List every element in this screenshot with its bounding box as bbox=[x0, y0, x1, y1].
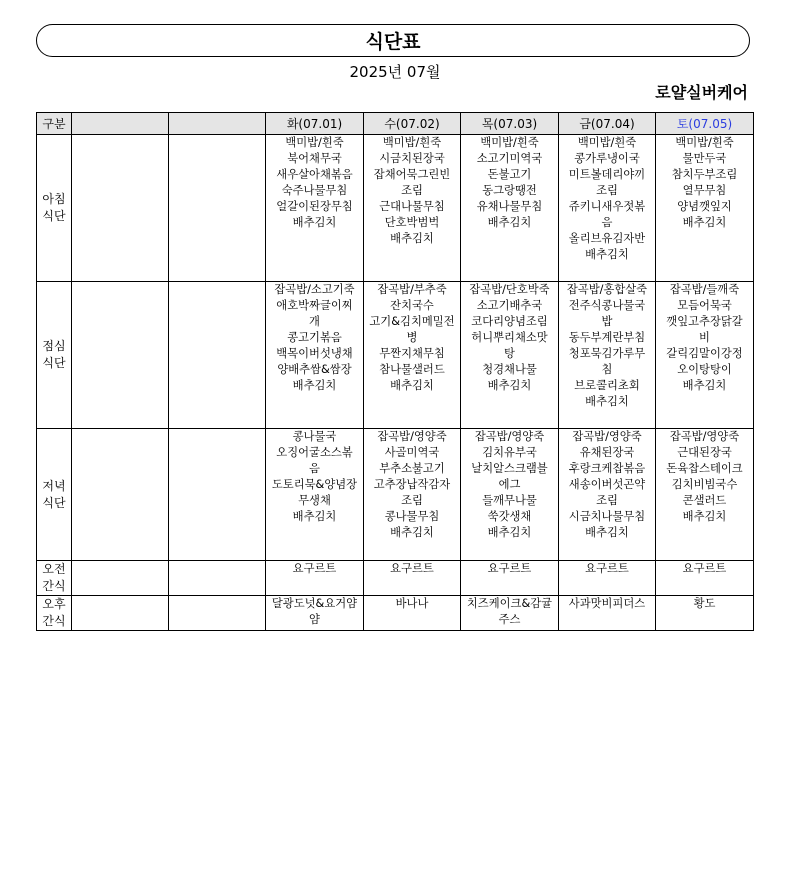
dish-item: 조림 bbox=[401, 184, 423, 197]
dish-item: 배추김치 bbox=[292, 379, 337, 392]
dish-item: 조림 bbox=[596, 494, 618, 507]
menu-cell bbox=[559, 429, 656, 561]
dish-item: 배추김치 bbox=[292, 216, 337, 229]
dish-item: 요구르트 bbox=[487, 562, 532, 575]
day-header: 목(07.03) bbox=[461, 113, 559, 135]
dish-item: 요구르트 bbox=[585, 562, 629, 575]
day-header: 수(07.02) bbox=[364, 113, 461, 135]
breakfast-row bbox=[37, 135, 754, 282]
dish-item: 비 bbox=[699, 331, 710, 344]
dish-item: 애호박짜글이찌 bbox=[276, 299, 353, 312]
dish-item: 동두부계란부침 bbox=[568, 331, 646, 344]
dish-item: 잡곡밥/소고기죽 bbox=[274, 283, 355, 296]
dish-item: 잡곡밥/영양죽 bbox=[377, 430, 447, 443]
menu-cell bbox=[656, 561, 754, 596]
empty-cell bbox=[169, 282, 266, 429]
dish-item: 배추김치 bbox=[585, 395, 629, 408]
menu-cell bbox=[559, 561, 656, 596]
row-label: 점심 식단 bbox=[37, 282, 72, 429]
dish-item: 배추김치 bbox=[292, 510, 337, 523]
dish-item: 배추김치 bbox=[487, 216, 532, 229]
menu-cell bbox=[364, 561, 461, 596]
dish-item: 음 bbox=[601, 216, 613, 229]
dish-item: 달광도넛&요거얌 bbox=[271, 597, 358, 610]
row-label: 오후 간식 bbox=[37, 596, 72, 631]
menu-cell bbox=[461, 429, 559, 561]
dish-item: 개 bbox=[309, 315, 320, 328]
dish-item: 브로콜리초회 bbox=[574, 379, 640, 392]
day-header: 금(07.04) bbox=[559, 113, 656, 135]
dish-item: 소고기미역국 bbox=[476, 152, 543, 165]
empty-cell bbox=[169, 596, 266, 631]
dish-item: 사과맛비피더스 bbox=[568, 597, 646, 610]
empty-cell bbox=[72, 429, 169, 561]
dish-item: 음 bbox=[309, 462, 320, 475]
menu-cell bbox=[656, 596, 754, 631]
dish-item: 유채나물무침 bbox=[476, 200, 543, 213]
dish-item: 치즈케이크&감귤 bbox=[466, 597, 553, 610]
row-label: 저녁 식단 bbox=[37, 429, 72, 561]
dish-item: 참치두부조림 bbox=[671, 168, 738, 181]
dish-item: 탕 bbox=[504, 347, 515, 360]
pm-snack-row bbox=[37, 596, 754, 631]
empty-cell bbox=[169, 561, 266, 596]
dish-item: 북어채무국 bbox=[287, 152, 342, 165]
menu-cell bbox=[266, 429, 364, 561]
menu-cell bbox=[364, 282, 461, 429]
dish-item: 잡곡밥/부추죽 bbox=[377, 283, 447, 296]
dish-item: 고추장납작감자 bbox=[373, 478, 451, 491]
dish-item: 청포묵김가루무 bbox=[568, 347, 646, 360]
dish-item: 모듬어묵국 bbox=[677, 299, 732, 312]
dish-item: 후랑크케찹볶음 bbox=[568, 462, 646, 475]
dish-item: 김치유부국 bbox=[482, 446, 537, 459]
menu-cell bbox=[266, 561, 364, 596]
blank-header bbox=[72, 113, 169, 135]
dish-item: 조림 bbox=[401, 494, 423, 507]
dish-item: 잡곡밥/들깨죽 bbox=[669, 283, 740, 296]
dish-item: 코다리양념조림 bbox=[471, 315, 548, 328]
dish-item: 주스 bbox=[498, 613, 521, 626]
dish-item: 배추김치 bbox=[682, 216, 727, 229]
dish-item: 백미밥/흰죽 bbox=[577, 136, 637, 149]
menu-cell bbox=[461, 135, 559, 282]
dish-item: 단호박범벅 bbox=[384, 216, 440, 229]
empty-cell bbox=[72, 135, 169, 282]
dish-item: 부추소불고기 bbox=[379, 462, 445, 475]
dish-item: 백미밥/흰죽 bbox=[675, 136, 734, 149]
empty-cell bbox=[72, 561, 169, 596]
day-header: 화(07.01) bbox=[266, 113, 364, 135]
dish-item: 올리브유김자반 bbox=[568, 232, 646, 245]
empty-cell bbox=[169, 429, 266, 561]
row-label: 오전 간식 bbox=[37, 561, 72, 596]
dish-item: 배추김치 bbox=[585, 248, 629, 261]
dish-item: 배추김치 bbox=[390, 232, 434, 245]
menu-cell bbox=[461, 282, 559, 429]
row-label: 아침 식단 bbox=[37, 135, 72, 282]
dish-item: 근대나물무침 bbox=[379, 200, 445, 213]
dish-item: 요구르트 bbox=[292, 562, 337, 575]
dish-item: 새우살아채볶음 bbox=[276, 168, 353, 181]
day-header-saturday: 토(07.05) bbox=[656, 113, 754, 135]
dish-item: 사골미역국 bbox=[384, 446, 440, 459]
dish-item: 얌 bbox=[309, 613, 320, 626]
menu-cell bbox=[461, 596, 559, 631]
dish-item: 백목이버섯냉채 bbox=[276, 347, 353, 360]
dish-item: 시금치된장국 bbox=[379, 152, 445, 165]
menu-cell bbox=[266, 596, 364, 631]
menu-cell bbox=[559, 596, 656, 631]
month-subtitle: 2025년 07월 bbox=[349, 63, 441, 81]
menu-cell bbox=[364, 596, 461, 631]
dish-item: 돈육찹스테이크 bbox=[666, 462, 743, 475]
dish-item: 무생채 bbox=[298, 494, 331, 507]
dish-item: 돈불고기 bbox=[487, 168, 532, 181]
organization-name: 로얄실버케어 bbox=[655, 83, 748, 102]
dish-item: 들깨무나물 bbox=[482, 494, 537, 507]
dish-item: 미트볼데리야끼 bbox=[568, 168, 646, 181]
dish-item: 무짠지채무침 bbox=[379, 347, 445, 360]
empty-cell bbox=[169, 135, 266, 282]
dish-item: 배추김치 bbox=[682, 379, 727, 392]
empty-cell bbox=[72, 596, 169, 631]
dish-item: 쑥갓생채 bbox=[487, 510, 532, 523]
dish-item: 배추김치 bbox=[390, 526, 434, 539]
dish-item: 콩가루냉이국 bbox=[574, 152, 640, 165]
menu-cell bbox=[656, 429, 754, 561]
dish-item: 날치알스크램블 bbox=[471, 462, 548, 475]
menu-cell bbox=[364, 135, 461, 282]
dish-item: 깻잎고추장닭갈 bbox=[666, 315, 743, 328]
dish-item: 잡곡밥/영양죽 bbox=[669, 430, 740, 443]
dish-item: 도토리묵&양념장 bbox=[271, 478, 358, 491]
dish-item: 양념깻잎지 bbox=[677, 200, 732, 213]
dish-item: 콘샐러드 bbox=[682, 494, 727, 507]
dish-item: 오징어굴소스볶 bbox=[276, 446, 353, 459]
dish-item: 콩고기볶음 bbox=[287, 331, 342, 344]
dish-item: 얼갈이된장무침 bbox=[276, 200, 353, 213]
dish-item: 요구르트 bbox=[682, 562, 727, 575]
dish-item: 잔치국수 bbox=[390, 299, 434, 312]
dish-item: 소고기배추국 bbox=[476, 299, 543, 312]
menu-cell bbox=[461, 561, 559, 596]
dish-item: 양배추쌈&쌈장 bbox=[277, 363, 352, 376]
dish-item: 쥬키니새우젓볶 bbox=[568, 200, 646, 213]
dish-item: 배추김치 bbox=[390, 379, 434, 392]
dish-item: 콩나물무침 bbox=[384, 510, 440, 523]
dish-item: 병 bbox=[406, 331, 418, 344]
dish-item: 청경채나물 bbox=[482, 363, 537, 376]
dish-item: 에그 bbox=[498, 478, 521, 491]
dish-item: 숙주나물무침 bbox=[281, 184, 348, 197]
dish-item: 백미밥/흰죽 bbox=[480, 136, 539, 149]
menu-cell bbox=[656, 282, 754, 429]
dish-item: 침 bbox=[601, 363, 613, 376]
dish-item: 잡곡밥/영양죽 bbox=[474, 430, 545, 443]
menu-cell bbox=[656, 135, 754, 282]
dish-item: 조림 bbox=[596, 184, 618, 197]
dish-item: 요구르트 bbox=[390, 562, 434, 575]
dish-item: 고기&김치메밀전 bbox=[369, 315, 455, 328]
dish-item: 잡곡밥/단호박죽 bbox=[469, 283, 550, 296]
menu-cell bbox=[266, 135, 364, 282]
dish-item: 시금치나물무침 bbox=[568, 510, 646, 523]
dish-item: 바나나 bbox=[395, 597, 429, 610]
dish-item: 동그랑땡전 bbox=[482, 184, 537, 197]
page-title: 식단표 bbox=[36, 24, 750, 57]
dish-item: 열무무침 bbox=[682, 184, 727, 197]
dish-item: 오이탕탕이 bbox=[677, 363, 732, 376]
dish-item: 황도 bbox=[693, 597, 716, 610]
dish-item: 배추김치 bbox=[487, 379, 532, 392]
menu-cell bbox=[559, 135, 656, 282]
dish-item: 배추김치 bbox=[585, 526, 629, 539]
dish-item: 김치비빔국수 bbox=[671, 478, 738, 491]
dish-item: 허니뿌리채소맛 bbox=[471, 331, 548, 344]
dish-item: 갈릭김말이강정 bbox=[666, 347, 743, 360]
blank-header bbox=[169, 113, 266, 135]
menu-cell bbox=[266, 282, 364, 429]
dish-item: 백미밥/흰죽 bbox=[285, 136, 344, 149]
dish-item: 새송이버섯곤약 bbox=[568, 478, 646, 491]
dish-item: 근대된장국 bbox=[677, 446, 732, 459]
dish-item: 콩나물국 bbox=[292, 430, 337, 443]
dinner-row bbox=[37, 429, 754, 561]
lunch-row bbox=[37, 282, 754, 429]
corner-header: 구분 bbox=[37, 113, 72, 135]
dish-item: 전주식콩나물국 bbox=[568, 299, 646, 312]
dish-item: 잡채어묵그린빈 bbox=[373, 168, 451, 181]
dish-item: 밥 bbox=[601, 315, 613, 328]
dish-item: 배추김치 bbox=[487, 526, 532, 539]
dish-item: 백미밥/흰죽 bbox=[382, 136, 442, 149]
menu-cell bbox=[559, 282, 656, 429]
dish-item: 배추김치 bbox=[682, 510, 727, 523]
menu-cell bbox=[364, 429, 461, 561]
dish-item: 물만두국 bbox=[682, 152, 727, 165]
menu-table bbox=[36, 112, 754, 631]
am-snack-row bbox=[37, 561, 754, 596]
dish-item: 잡곡밥/영양죽 bbox=[572, 430, 642, 443]
dish-item: 잡곡밥/홍합살죽 bbox=[566, 283, 648, 296]
dish-item: 참나물샐러드 bbox=[379, 363, 445, 376]
header-row bbox=[37, 113, 754, 135]
empty-cell bbox=[72, 282, 169, 429]
dish-item: 유채된장국 bbox=[579, 446, 635, 459]
